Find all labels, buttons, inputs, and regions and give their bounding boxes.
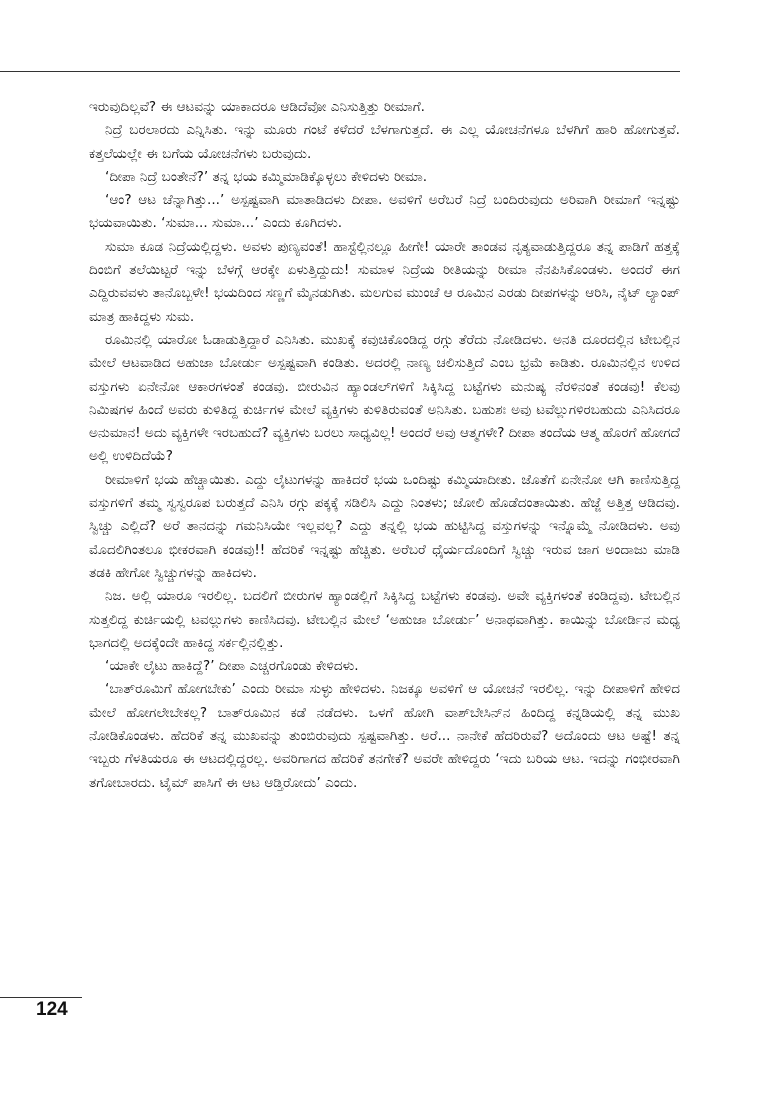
paragraph: ‘ಆಂ? ಆಟ ಚೆನ್ನಾಗಿತ್ತು...’ ಅಸ್ಪಷ್ಟವಾಗಿ ಮಾತಾಡಿದಳು ದೀಪಾ. ಅವಳಿಗೆ ಅರೆಬರೆ ನಿದ್ರೆ ಬಂದಿರುವುದು ಅರಿವಾಗಿ ರೀಮಾಗೆ ಇನ್ನಷ್ಟು ಭಯವಾಯಿತು. ‘ಸುಮಾ... ಸುಮಾ...’ ಎಂದು ಕೂಗಿದಳು. bbox=[89, 192, 680, 232]
footer-rule bbox=[0, 997, 82, 998]
paragraph: ಇರುವುದಿಲ್ಲವೆ? ಈ ಆಟವನ್ನು ಯಾಕಾದರೂ ಆಡಿದೆವೋ ಎನಿಸುತ್ತಿತ್ತು ರೀಮಾಗೆ. bbox=[89, 99, 425, 115]
page-number: 124 bbox=[36, 999, 68, 1020]
paragraph: ನಿದ್ರೆ ಬರಲಾರದು ಎನ್ನಿಸಿತು. ಇನ್ನು ಮೂರು ಗಂಟೆ ಕಳೆದರೆ ಬೆಳಗಾಗುತ್ತದೆ. ಈ ಎಲ್ಲ ಯೋಚನೆಗಳೂ ಬೆಳಗಿಗೆ ಹಾರಿ ಹೋಗುತ್ತವೆ. ಕತ್ತಲೆಯಲ್ಲೇ ಈ ಬಗೆಯ ಯೋಚನೆಗಳು ಬರುವುದು. bbox=[89, 122, 680, 162]
paragraph: ನಿಜ. ಅಲ್ಲಿ ಯಾರೂ ಇರಲಿಲ್ಲ. ಬದಲಿಗೆ ಬೀರುಗಳ ಹ್ಯಾಂಡಲ್ಲಿಗೆ ಸಿಕ್ಕಿಸಿದ್ದ ಬಟ್ಟೆಗಳು ಕಂಡವು. ಅವೇ ವ್ಯಕ್ತಿಗಳಂತೆ ಕಂಡಿದ್ದವು. ಟೇಬಲ್ಲಿನ ಸುತ್ತಲಿದ್ದ ಕುರ್ಚಿಯಲ್ಲಿ ಟವಲ್ಲುಗಳು ಕಾಣಿಸಿದವು. ಟೇಬಲ್ಲಿನ ಮೇಲೆ ‘ಅಹುಜಾ ಬೋರ್ಡು’ ಅನಾಥವಾಗಿತ್ತು. ಕಾಯಿನ್ನು ಬೋರ್ಡಿನ ಮಧ್ಯ ಭಾಗದಲ್ಲಿ ಅದಕ್ಕೆಂದೇ ಹಾಕಿದ್ದ ಸರ್ಕಲ್ಲಿನಲ್ಲಿತ್ತು. bbox=[89, 588, 680, 651]
paragraph: ‘ಯಾಕೇ ಲೈಟು ಹಾಕಿದ್ದೆ?’ ದೀಪಾ ಎಚ್ಚರಗೊಂಡು ಕೇಳಿದಳು. bbox=[105, 658, 359, 675]
paragraph: ‘ಬಾತ್‌ರೂಮಿಗೆ ಹೋಗಬೇಕು’ ಎಂದು ರೀಮಾ ಸುಳ್ಳು ಹೇಳಿದಳು. ನಿಜಕ್ಕೂ ಅವಳಿಗೆ ಆ ಯೋಚನೆ ಇರಲಿಲ್ಲ. ಇನ್ನು ದೀಪಾಳಿಗೆ ಹೇಳಿದ ಮೇಲೆ ಹೋಗಲೇಬೇಕಲ್ಲ? ಬಾತ್‌ರೂಮಿನ ಕಡೆ ನಡೆದಳು. ಒಳಗೆ ಹೋಗಿ ವಾಶ್‌ಬೇಸಿನ್‌ನ ಹಿಂದಿದ್ದ ಕನ್ನಡಿಯಲ್ಲಿ ತನ್ನ ಮುಖ ನೋಡಿಕೊಂಡಳು. ಹೆದರಿಕೆ ತನ್ನ ಮುಖವನ್ನು ತುಂಬಿರುವುದು ಸ್ಪಷ್ಟವಾಗಿತ್ತು. ಅರೆ... ನಾನೇಕೆ ಹೆದರಿರುವೆ? ಅದೊಂದು ಆಟ ಅಷ್ಟೆ! ತನ್ನ ಇಬ್ಬರು ಗೆಳತಿಯರೂ ಈ ಆಟದಲ್ಲಿದ್ದರಲ್ಲ. ಅವರಿಗಾಗದ ಹೆದರಿಕೆ ತನಗೇಕೆ? ಅವರೇ ಹೇಳಿದ್ದರು ‘ಇದು ಬರಿಯ ಆಟ. ಇದನ್ನು ಗಂಭೀರವಾಗಿ ತಗೋಬಾರದು. ಟೈಮ್ ಪಾಸಿಗೆ ಈ ಆಟ ಆಡ್ತಿರೋದು’ ಎಂದು. bbox=[89, 681, 680, 791]
page-body bbox=[89, 96, 680, 795]
paragraph: ‘ದೀಪಾ ನಿದ್ರೆ ಬಂತೇನೆ?’ ತನ್ನ ಭಯ ಕಮ್ಮಿಮಾಡಿಕ್ಕೊಳ್ಳಲು ಕೇಳಿದಳು ರೀಮಾ. bbox=[105, 168, 428, 185]
paragraph: ರೀಮಾಳಿಗೆ ಭಯ ಹೆಚ್ಚಾಯಿತು. ಎದ್ದು ಲೈಟುಗಳನ್ನು ಹಾಕಿದರೆ ಭಯ ಒಂದಿಷ್ಟು ಕಮ್ಮಿಯಾದೀತು. ಜೊತೆಗೆ ಏನೇನೋ ಆಗಿ ಕಾಣಿಸುತ್ತಿದ್ದ ವಸ್ತುಗಳಿಗೆ ತಮ್ಮ ಸ್ವಸ್ವರೂಪ ಬರುತ್ತದೆ ಎನಿಸಿ ರಗ್ಗು ಪಕ್ಕಕ್ಕೆ ಸಡಿಲಿಸಿ ಎದ್ದು ನಿಂತಳು; ಜೋಲಿ ಹೊಡೆದಂತಾಯಿತು. ಹೆಜ್ಜೆ ಅತ್ತಿತ್ತ ಆಡಿದವು. ಸ್ವಿಚ್ಚು ಎಲ್ಲಿದೆ? ಅರೆ ತಾನದನ್ನು ಗಮನಿಸಿಯೇ ಇಲ್ಲವಲ್ಲ? ಎದ್ದು ತನ್ನಲ್ಲಿ ಭಯ ಹುಟ್ಟಿಸಿದ್ದ ವಸ್ತುಗಳನ್ನು ಇನ್ನೊಮ್ಮೆ ನೋಡಿದಳು. ಅವು ಮೊದಲಿಗಿಂತಲೂ ಭೀಕರವಾಗಿ ಕಂಡವು!! ಹೆದರಿಕೆ ಇನ್ನಷ್ಟು ಹೆಚ್ಚಿತು. ಅರೆಬರೆ ಧೈರ್ಯದೊಂದಿಗೆ ಸ್ವಿಚ್ಚು ಇರುವ ಜಾಗ ಅಂದಾಜು ಮಾಡಿ ತಡಕಿ ಹೇಗೋ ಸ್ವಿಚ್ಚುಗಳನ್ನು ಹಾಕಿದಳು. bbox=[89, 471, 680, 581]
paragraph: ರೂಮಿನಲ್ಲಿ ಯಾರೋ ಓಡಾಡುತ್ತಿದ್ದಾರೆ ಎನಿಸಿತು. ಮುಖಕ್ಕೆ ಕವುಚಿಕೊಂಡಿದ್ದ ರಗ್ಗು ತೆರೆದು ನೋಡಿದಳು. ಅನತಿ ದೂರದಲ್ಲಿನ ಟೇಬಲ್ಲಿನ ಮೇಲೆ ಆಟವಾಡಿದ ಅಹುಜಾ ಬೋರ್ಡು ಅಸ್ಪಷ್ಟವಾಗಿ ಕಂಡಿತು. ಅದರಲ್ಲಿ ನಾಣ್ಯ ಚಲಿಸುತ್ತಿದೆ ಎಂಬ ಭ್ರಮೆ ಕಾಡಿತು. ರೂಮಿನಲ್ಲಿನ ಉಳಿದ ವಸ್ತುಗಳು ಏನೇನೋ ಆಕಾರಗಳಂತೆ ಕಂಡವು. ಬೀರುವಿನ ಹ್ಯಾಂಡಲ್‌ಗಳಿಗೆ ಸಿಕ್ಕಿಸಿದ್ದ ಬಟ್ಟೆಗಳು ಮನುಷ್ಯ ನೆರಳಿನಂತೆ ಕಂಡವು! ಕೆಲವು ನಿಮಿಷಗಳ ಹಿಂದೆ ಅವರು ಕುಳಿತಿದ್ದ ಕುರ್ಚಿಗಳ ಮೇಲೆ ವ್ಯಕ್ತಿಗಳು ಕುಳಿತಿರುವಂತೆ ಅನಿಸಿತು. ಬಹುಶಃ ಅವು ಟವೆಲ್ಲುಗಳಿರಬಹುದು ಎನಿಸಿದರೂ ಅನುಮಾನ! ಅದು ವ್ಯಕ್ತಿಗಳೇ ಇರಬಹುದೆ? ವ್ಯಕ್ತಿಗಳು ಬರಲು ಸಾಧ್ಯವಿಲ್ಲ! ಅಂದರೆ ಅವು ಆತ್ಮಗಳೇ? ದೀಪಾ ತಂದೆಯ ಆತ್ಮ ಹೊರಗೆ ಹೋಗದೆ ಅಲ್ಲಿ ಉಳಿದಿದೆಯೆ? bbox=[89, 331, 680, 465]
paragraph: ಸುಮಾ ಕೂಡ ನಿದ್ರೆಯಲ್ಲಿದ್ದಳು. ಅವಳು ಪುಣ್ಯವಂತೆ! ಹಾಸ್ಟೆಲ್ಲಿನಲ್ಲೂ ಹೀಗೇ! ಯಾರೇ ತಾಂಡವ ನೃತ್ಯವಾಡುತ್ತಿದ್ದರೂ ತನ್ನ ಪಾಡಿಗೆ ಹತ್ತಕ್ಕೆ ದಿಂಬಿಗೆ ತಲೆಯಿಟ್ಟರೆ ಇನ್ನು ಬೆಳಗ್ಗೆ ಆರಕ್ಕೇ ಏಳುತ್ತಿದ್ದುದು! ಸುಮಾಳ ನಿದ್ರೆಯ ರೀತಿಯನ್ನು ರೀಮಾ ನೆನಪಿಸಿಕೊಂಡಳು. ಅಂದರೆ ಈಗ ಎದ್ದಿರುವವಳು ತಾನೊಬ್ಬಳೇ! ಭಯದಿಂದ ಸಣ್ಣಗೆ ಮೈನಡುಗಿತು. ಮಲಗುವ ಮುಂಚೆ ಆ ರೂಮಿನ ಎರಡು ದೀಪಗಳನ್ನು ಆರಿಸಿ, ನೈಟ್ ಲ್ಯಾಂಪ್ ಮಾತ್ರ ಹಾಕಿದ್ದಳು ಸುಮ. bbox=[89, 238, 680, 325]
header-rule bbox=[0, 71, 680, 72]
